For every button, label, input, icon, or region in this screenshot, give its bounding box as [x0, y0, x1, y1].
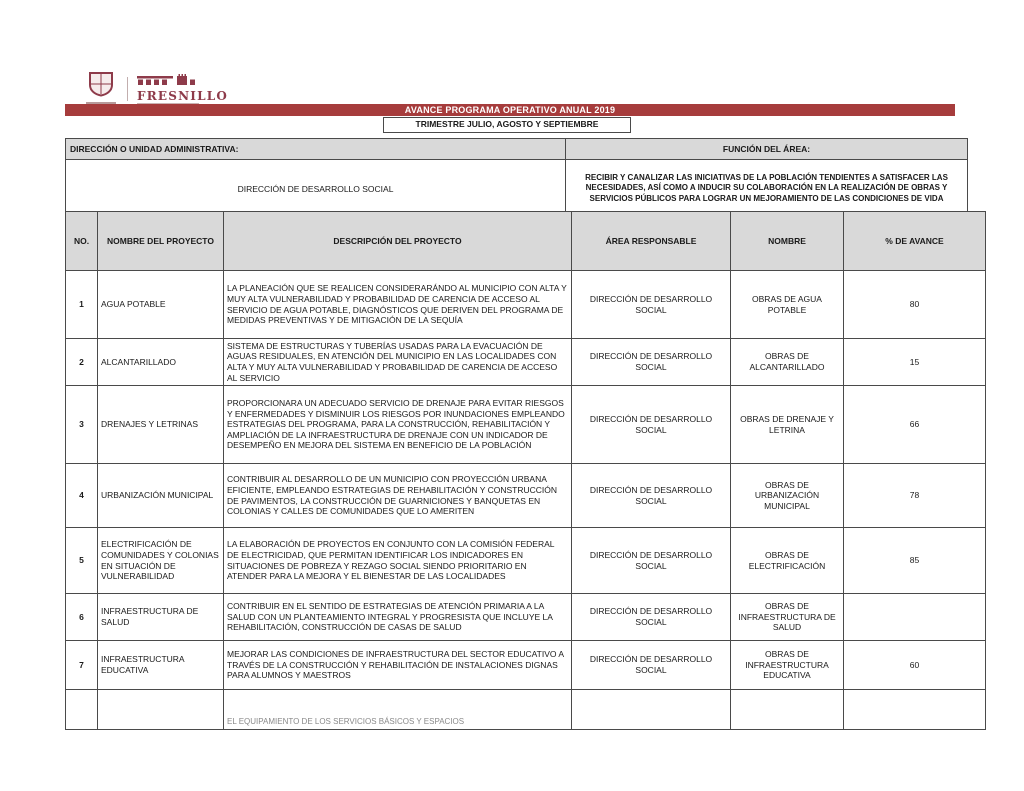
projects-table-region	[65, 211, 956, 726]
cell-nombre: INFRAESTRUCTURA EDUCATIVA	[98, 641, 224, 690]
cell-descripcion: EL EQUIPAMIENTO DE LOS SERVICIOS BÁSICOS Y ESPACIOS	[224, 690, 572, 730]
table-row	[66, 594, 986, 641]
cell-avance: 66	[844, 386, 986, 464]
projects-table-header-row	[66, 212, 986, 271]
cell-no	[66, 690, 98, 730]
fresnillo-logo	[137, 73, 228, 105]
col-header-nombre: NOMBRE DEL PROYECTO	[98, 212, 224, 271]
cell-obra: OBRAS DE URBANIZACIÓN MUNICIPAL	[731, 464, 844, 528]
col-header-avance: % DE AVANCE	[844, 212, 986, 271]
col-header-nombre-obra: NOMBRE	[731, 212, 844, 271]
cell-nombre: ELECTRIFICACIÓN DE COMUNIDADES Y COLONIAS EN SITUACIÓN DE VULNERABILIDAD	[98, 528, 224, 594]
area-function-label: FUNCIÓN DEL ÁREA:	[566, 139, 968, 160]
cell-descripcion: CONTRIBUIR AL DESARROLLO DE UN MUNICIPIO CON PROYECCIÓN URBANA EFICIENTE, EMPLEANDO ESTRATEGIAS DE REHABILITACIÓN Y CONSTRUCCIÓN DE PAVIMENTOS, LA CONSTRUCCIÓN DE GUARNICIONES Y BANQUETAS EN COLONIAS Y CALLES DE COMUNIDADES QUE LO AMERITEN	[224, 464, 572, 528]
cell-avance	[844, 594, 986, 641]
col-header-no: NO.	[66, 212, 98, 271]
trimester-subtitle: TRIMESTRE JULIO, AGOSTO Y SEPTIEMBRE	[383, 117, 631, 133]
cell-avance	[844, 690, 986, 730]
cell-area: DIRECCIÓN DE DESARROLLO SOCIAL	[572, 528, 731, 594]
cell-obra: OBRAS DE INFRAESTRUCTURA DE SALUD	[731, 594, 844, 641]
logo-divider	[127, 77, 128, 101]
building-icon	[137, 73, 201, 89]
cell-obra	[731, 690, 844, 730]
cell-nombre	[98, 690, 224, 730]
admin-unit-label: DIRECCIÓN O UNIDAD ADMINISTRATIVA:	[66, 139, 566, 160]
cell-nombre: DRENAJES Y LETRINAS	[98, 386, 224, 464]
cell-obra: OBRAS DE DRENAJE Y LETRINA	[731, 386, 844, 464]
cell-no: 4	[66, 464, 98, 528]
table-row	[66, 528, 986, 594]
cell-nombre: INFRAESTRUCTURA DE SALUD	[98, 594, 224, 641]
logo-strip	[84, 73, 228, 105]
fresnillo-wordmark: FRESNILLO	[137, 89, 229, 103]
cell-descripcion: CONTRIBUIR EN EL SENTIDO DE ESTRATEGIAS DE ATENCIÓN PRIMARIA A LA SALUD CON UN PLANTEAMIENTO INTEGRAL Y PROGRESISTA QUE INCLUYE LA REHABILITACIÓN, CONSTRUCCIÓN DE CASAS DE SALUD	[224, 594, 572, 641]
cell-obra: OBRAS DE ALCANTARILLADO	[731, 339, 844, 386]
cell-no: 5	[66, 528, 98, 594]
cell-area: DIRECCIÓN DE DESARROLLO SOCIAL	[572, 464, 731, 528]
cell-avance: 60	[844, 641, 986, 690]
cell-descripcion: MEJORAR LAS CONDICIONES DE INFRAESTRUCTURA DEL SECTOR EDUCATIVO A TRAVÉS DE LA CONSTRUCCIÓN Y REHABILITACIÓN DE INSTALACIONES DIGNAS PARA ALUMNOS Y MAESTROS	[224, 641, 572, 690]
cell-area: DIRECCIÓN DE DESARROLLO SOCIAL	[572, 339, 731, 386]
table-row	[66, 641, 986, 690]
cell-avance: 15	[844, 339, 986, 386]
table-row	[66, 690, 986, 730]
table-row	[66, 464, 986, 528]
cell-no: 2	[66, 339, 98, 386]
table-row	[66, 271, 986, 339]
col-header-descripcion: DESCRIPCIÓN DEL PROYECTO	[224, 212, 572, 271]
cell-avance: 85	[844, 528, 986, 594]
cell-no: 7	[66, 641, 98, 690]
area-function-value: RECIBIR Y CANALIZAR LAS INICIATIVAS DE LA POBLACIÓN TENDIENTES A SATISFACER LAS NECESIDADES, ASÍ COMO A INDUCIR SU COLABORACIÓN EN LA REALIZACIÓN DE OBRAS Y SERVICIOS PÚBLICOS PARA LOGRAR UN MEJORAMIENTO DE LAS CONDICIONES DE VIDA	[566, 160, 968, 218]
cell-descripcion: LA PLANEACIÓN QUE SE REALICEN CONSIDERARÁNDO AL MUNICIPIO CON ALTA Y MUY ALTA VULNERABILIDAD Y PROBABILIDAD DE CARENCIA DE ACCESO AL SERVICIO DE AGUA POTABLE, DIAGNÓSTICOS QUE DERIVEN DEL PROGRAMA DE MEDIDAS PREVENTIVAS Y DE MITIGACIÓN DE LA SEQUÍA	[224, 271, 572, 339]
cell-avance: 80	[844, 271, 986, 339]
cell-nombre: ALCANTARILLADO	[98, 339, 224, 386]
municipal-crest-logo	[84, 72, 118, 106]
cell-area	[572, 690, 731, 730]
crest-icon	[84, 72, 118, 101]
cell-no: 1	[66, 271, 98, 339]
cell-area: DIRECCIÓN DE DESARROLLO SOCIAL	[572, 271, 731, 339]
admin-function-table	[65, 138, 968, 218]
cell-no: 3	[66, 386, 98, 464]
table-row	[66, 386, 986, 464]
cell-obra: OBRAS DE ELECTRIFICACIÓN	[731, 528, 844, 594]
cell-descripcion: SISTEMA DE ESTRUCTURAS Y TUBERÍAS USADAS PARA LA EVACUACIÓN DE AGUAS RESIDUALES, EN ATENCIÓN DEL MUNICIPIO EN LAS LOCALIDADES CON ALTA Y MUY ALTA VULNERABILIDAD Y PROBABILIDAD DE CARENCIA DE ACCESO AL SERVICIO	[224, 339, 572, 386]
cell-area: DIRECCIÓN DE DESARROLLO SOCIAL	[572, 386, 731, 464]
admin-unit-value: DIRECCIÓN DE DESARROLLO SOCIAL	[66, 160, 566, 218]
cell-obra: OBRAS DE INFRAESTRUCTURA EDUCATIVA	[731, 641, 844, 690]
cell-area: DIRECCIÓN DE DESARROLLO SOCIAL	[572, 641, 731, 690]
projects-table	[65, 211, 986, 730]
cell-nombre: AGUA POTABLE	[98, 271, 224, 339]
col-header-area: ÁREA RESPONSABLE	[572, 212, 731, 271]
cell-descripcion: LA ELABORACIÓN DE PROYECTOS EN CONJUNTO CON LA COMISIÓN FEDERAL DE ELECTRICIDAD, QUE PERMITAN IDENTIFICAR LOS INDICADORES EN SITUACIONES DE POBREZA Y REZAGO SOCIAL SIENDO PRIORITARIO EN ATENDER PARA LA MEJORA Y EL BIENESTAR DE LAS LOCALIDADES	[224, 528, 572, 594]
cell-area: DIRECCIÓN DE DESARROLLO SOCIAL	[572, 594, 731, 641]
cell-obra: OBRAS DE AGUA POTABLE	[731, 271, 844, 339]
table-row	[66, 339, 986, 386]
cell-avance: 78	[844, 464, 986, 528]
cell-nombre: URBANIZACIÓN MUNICIPAL	[98, 464, 224, 528]
cell-descripcion: PROPORCIONARA UN ADECUADO SERVICIO DE DRENAJE PARA EVITAR RIESGOS Y ENFERMEDADES Y DISMINUIR LOS RIESGOS POR INUNDACIONES EMPLEANDO ESTRATEGIAS DEL PROGRAMA, PARA LA CONSTRUCCIÓN, REHABILITACIÓN Y AMPLIACIÓN DE LA INFRAESTRUCTURA DE DRENAJE CON UN INDICADOR DE DESEMPEÑO EN MEJORA DEL SISTEMA EN BENEFICIO DE LA POBLACIÓN	[224, 386, 572, 464]
cell-no: 6	[66, 594, 98, 641]
projects-table-body	[66, 271, 986, 730]
report-title-banner: AVANCE PROGRAMA OPERATIVO ANUAL 2019	[65, 104, 955, 116]
